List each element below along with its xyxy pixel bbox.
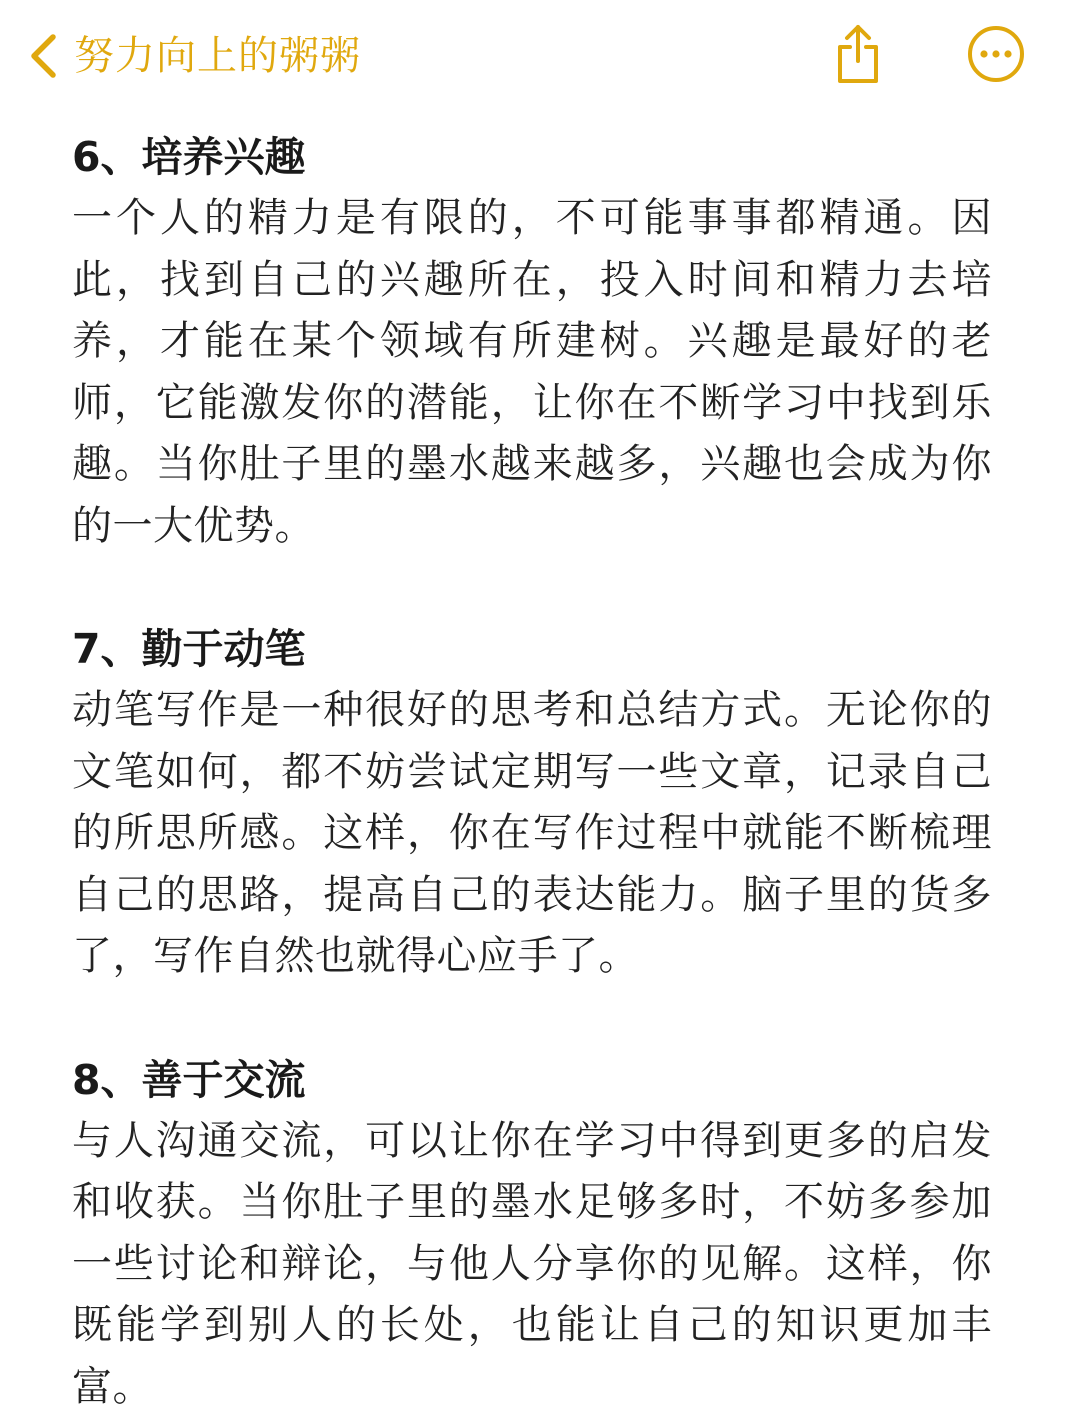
section-communication [72,1049,992,1419]
nav-bar [0,0,1080,112]
chevron-left-icon[interactable] [26,31,60,81]
share-button[interactable] [826,24,890,88]
section-body: 与人沟通交流，可以让你在学习中得到更多的启发和收获。当你肚子里的墨水足够多时，不妨多参加一些讨论和辩论，与他人分享你的见解。这样，你既能学到别人的长处，也能让自己的知识更加丰富。 [72,1117,992,1410]
back-button[interactable] [26,24,361,88]
more-icon[interactable] [966,24,1026,88]
section-title: 8、善于交流 [72,1055,306,1104]
section-body: 一个人的精力是有限的，不可能事事都精通。因此，找到自己的兴趣所在，投入时间和精力去培养，才能在某个领域有所建树。兴趣是最好的老师，它能激发你的潜能，让你在不断学习中找到乐趣。当你肚子里的墨水越来越多，兴趣也会成为你的一大优势。 [72,195,992,549]
section-interest [72,126,992,557]
note-content [72,126,992,1418]
section-writing [72,618,992,988]
section-title: 7、勤于动笔 [72,625,306,673]
nav-title[interactable]: 努力向上的粥粥 [74,33,361,79]
share-icon[interactable] [830,23,886,89]
section-body: 动笔写作是一种很好的思考和总结方式。无论你的文笔如何，都不妨尝试定期写一些文章，记录自己的所思所感。这样，你在写作过程中就能不断梳理自己的思路，提高自己的表达能力。脑子里的货多了，写作自然也就得心应手了。 [72,687,992,979]
section-title: 6、培养兴趣 [72,133,306,181]
more-button[interactable] [964,24,1028,88]
